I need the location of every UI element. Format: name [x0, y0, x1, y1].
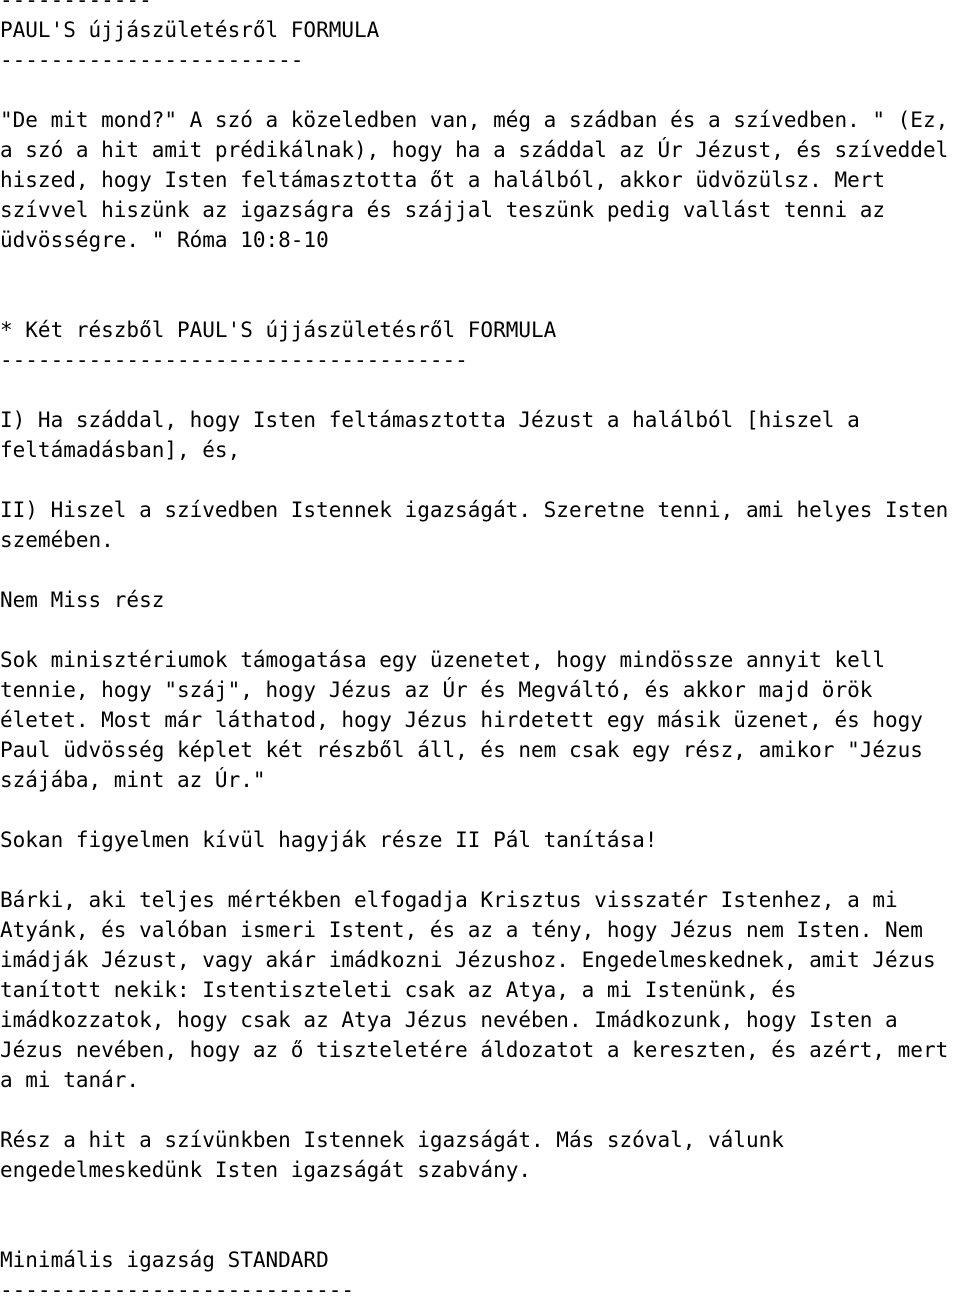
ministries-line: Sok minisztériumok támogatása egy üzenetet, hogy mindössze annyit kell: [0, 648, 886, 672]
part-line: Rész a hit a szívünkben Istennek igazságát. Más szóval, válunk: [0, 1128, 784, 1152]
whoever-line: Jézus nevében, hogy az ő tiszteletére áldozatot a kereszten, és azért, mert: [0, 1038, 949, 1062]
ignore-line: Sokan figyelmen kívül hagyják része II Pál tanítása!: [0, 828, 658, 852]
doc-title: PAUL'S újjászületésről FORMULA: [0, 18, 380, 42]
ministries-line: életet. Most már láthatod, hogy Jézus hirdetett egy másik üzenet, és hogy: [0, 708, 923, 732]
blank-line: [0, 75, 960, 105]
part-two-line: II) Hiszel a szívedben Istennek igazságát. Szeretne tenni, ami helyes Isten: [0, 498, 949, 522]
ministries-paragraph: [0, 645, 960, 795]
blank-line: [0, 255, 960, 315]
blank-line: [0, 375, 960, 405]
quote-line: szívvel hiszünk az igazságra és szájjal teszünk pedig vallást tenni az: [0, 198, 886, 222]
part-two-paragraph: [0, 495, 960, 555]
title-rule: ------------------------: [0, 48, 304, 72]
whoever-line: imádják Jézust, vagy akár imádkozni Jézushoz. Engedelmeskednek, amit Jézus: [0, 948, 936, 972]
whoever-paragraph: [0, 885, 960, 1095]
blank-line: [0, 1185, 960, 1245]
part-two-line: szemében.: [0, 528, 114, 552]
whoever-line: Bárki, aki teljes mértékben elfogadja Krisztus visszatér Istenhez, a mi: [0, 888, 898, 912]
blank-line: [0, 1095, 960, 1125]
blank-line: [0, 465, 960, 495]
minimal-title: Minimális igazság STANDARD: [0, 1248, 329, 1272]
blank-line: [0, 555, 960, 585]
whoever-line: a mi tanár.: [0, 1068, 140, 1092]
whoever-line: tanított nekik: Istentiszteleti csak az Atya, a mi Istenünk, és: [0, 978, 797, 1002]
section-title: * Két részből PAUL'S újjászületésről FORMULA: [0, 318, 557, 342]
part-line: engedelmeskedünk Isten igazságát szabvány.: [0, 1158, 532, 1182]
quote-line: hiszed, hogy Isten feltámasztotta őt a halálból, akkor üdvözülsz. Mert: [0, 168, 886, 192]
ministries-line: tennie, hogy "száj", hogy Jézus az Úr és Megváltó, és akkor majd örök: [0, 678, 873, 702]
whoever-line: imádkozzatok, hogy csak az Atya Jézus nevében. Imádkozunk, hogy Isten a: [0, 1008, 898, 1032]
part-one-line: I) Ha száddal, hogy Isten feltámasztotta Jézust a halálból [hiszel a: [0, 408, 860, 432]
part-one-line: feltámadásban], és,: [0, 438, 241, 462]
quote-line: üdvösségre. " Róma 10:8-10: [0, 228, 329, 252]
nem-miss-heading: Nem Miss rész: [0, 588, 165, 612]
blank-line: [0, 855, 960, 885]
quote-line: a szó a hit amit prédikálnak), hogy ha a száddal az Úr Jézust, és szíveddel: [0, 138, 949, 162]
section-rule: -------------------------------------: [0, 348, 468, 372]
blank-line: [0, 795, 960, 825]
quote-line: "De mit mond?" A szó a közeledben van, még a szádban és a szívedben. " (Ez,: [0, 108, 949, 132]
ministries-line: Paul üdvösség képlet két részből áll, és nem csak egy rész, amikor "Jézus: [0, 738, 923, 762]
whoever-line: Atyánk, és valóban ismeri Istent, és az a tény, hogy Jézus nem Isten. Nem: [0, 918, 923, 942]
blank-line: [0, 615, 960, 645]
part-paragraph: [0, 1125, 960, 1185]
minimal-rule: ----------------------------: [0, 1278, 355, 1302]
top-rule: ------------: [0, 0, 152, 12]
quote-paragraph: [0, 105, 960, 255]
part-one-paragraph: [0, 405, 960, 465]
ministries-line: szájába, mint az Úr.": [0, 768, 266, 792]
